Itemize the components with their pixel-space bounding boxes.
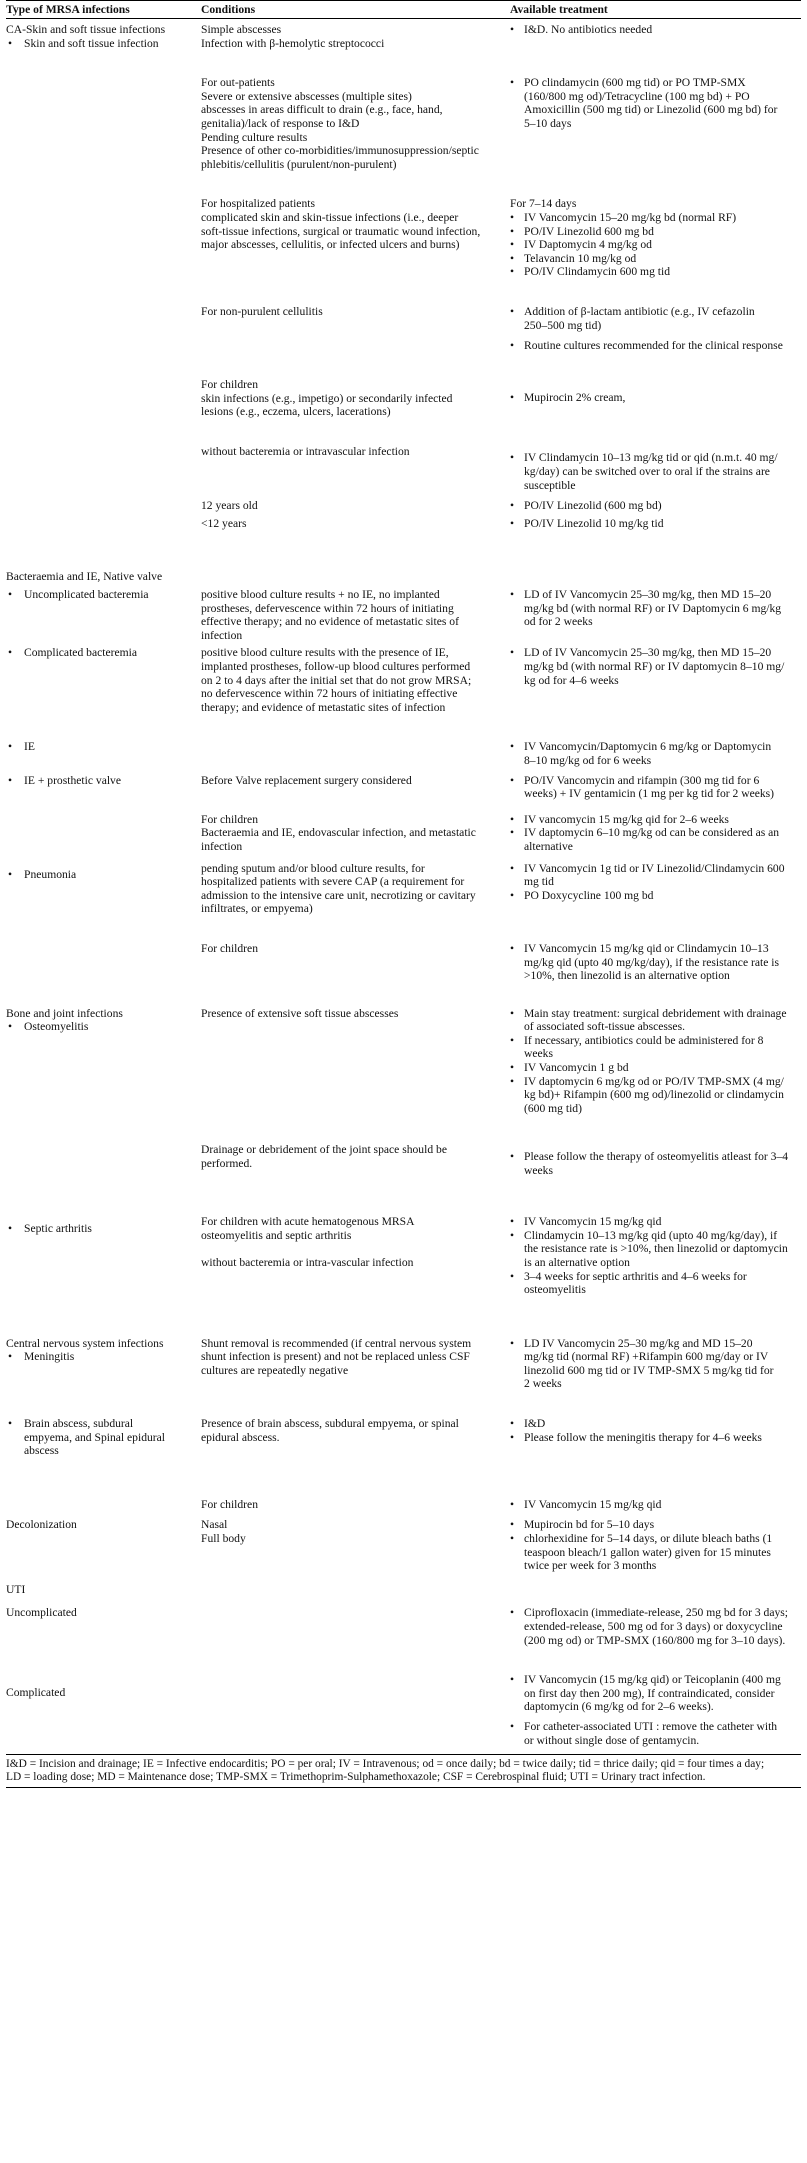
- treatment-cell: [510, 774, 801, 801]
- infection-type-cell: [6, 942, 201, 983]
- bullet-item: [6, 740, 195, 754]
- bullet-text: IV Vancomycin 1g tid or IV Linezolid/Clindamycin 600 mg tid: [524, 861, 785, 889]
- bullet-text: IV Vancomycin 15 mg/kg qid: [524, 1497, 662, 1511]
- bullet-item: [510, 1518, 801, 1532]
- cell-text: Complicated: [6, 1686, 66, 1700]
- conditions-cell: 12 years old: [201, 499, 258, 513]
- bullet-icon: •: [510, 1033, 515, 1047]
- bullet-text: Main stay treatment: surgical debridement with drainage of associated soft-tissue abscesses.: [524, 1006, 787, 1034]
- conditions-cell: [201, 740, 510, 767]
- table-row: [6, 513, 801, 531]
- bullet-icon: •: [510, 888, 515, 902]
- bullet-item: [510, 451, 801, 492]
- table-row: [6, 1647, 801, 1747]
- bullet-icon: •: [510, 224, 515, 238]
- bullet-text: IV daptomycin 6 mg/kg od or PO/IV TMP-SMX (4 mg/ kg bd)+ Rifampin (600 mg od)/linezolid or clindamycin (600 mg tid): [524, 1074, 784, 1115]
- infection-type-cell: [6, 1518, 201, 1532]
- infection-type-cell: [6, 1215, 201, 1297]
- bullet-text: PO/IV Clindamycin 600 mg tid: [524, 265, 670, 279]
- treatment-cell: [510, 1007, 801, 1116]
- conditions-cell: For children Bacteraemia and IE, endovascular infection, and metastatic infection: [201, 812, 476, 853]
- conditions-cell: Nasal: [201, 1518, 228, 1532]
- bullet-item: [510, 339, 801, 353]
- infection-type-cell: [6, 774, 201, 801]
- bullet-text: LD of IV Vancomycin 25–30 mg/kg, then MD 15–20 mg/kg bd (with normal RF) or IV Daptomycin 6 mg/kg od for 2 weeks: [524, 588, 782, 629]
- bullet-icon: •: [510, 812, 515, 826]
- conditions-cell: Presence of extensive soft tissue abscesses: [201, 1006, 399, 1020]
- treatment-cell: [510, 1606, 801, 1647]
- bullet-text: IV daptomycin 6–10 mg/kg od can be considered as an alternative: [524, 826, 780, 853]
- bullet-item: [510, 1606, 801, 1647]
- bullet-icon: •: [510, 1673, 515, 1687]
- spacer: [6, 1673, 195, 1686]
- conditions-cell: [201, 1673, 510, 1747]
- bullet-item: [6, 588, 195, 602]
- conditions-cell: Full body: [201, 1532, 246, 1546]
- bullet-text: Mupirocin bd for 5–10 days: [524, 1518, 655, 1532]
- bullet-icon: •: [510, 1430, 515, 1444]
- bullet-text: I&D: [524, 1417, 546, 1431]
- bullet-item: [6, 1222, 195, 1236]
- conditions-cell: Drainage or debridement of the joint space should be performed.: [201, 1143, 447, 1171]
- bullet-text: For catheter-associated UTI : remove the catheter with or without single dose of gentamycin.: [524, 1720, 778, 1748]
- bullet-item: [6, 1350, 195, 1364]
- bullet-text: PO/IV Vancomycin and rifampin (300 mg tid for 6 weeks) + IV gentamicin (1 mg per kg tid for 2 weeks): [524, 773, 775, 801]
- bullet-icon: •: [510, 1336, 515, 1350]
- treatment-cell: [510, 305, 801, 352]
- table-row: [6, 1297, 801, 1391]
- table-row: [6, 279, 801, 352]
- infection-type-cell: [6, 570, 201, 584]
- bullet-text: Osteomyelitis: [24, 1020, 89, 1034]
- bullet-icon: •: [8, 1020, 13, 1034]
- treatment-cell: [510, 76, 801, 171]
- bullet-icon: •: [510, 23, 515, 36]
- conditions-cell: For children: [201, 941, 258, 955]
- conditions-cell: positive blood culture results + no IE, no implanted prostheses, defervescence within 72 hours of initiating effective therapy; and no evidence of metastatic sites of infection: [201, 588, 459, 642]
- bullet-item: [510, 252, 801, 266]
- conditions-cell: Shunt removal is recommended (if central nervous system shunt infection is present) and not be replaced unless CSF cultures are repeatedly negative: [201, 1336, 472, 1377]
- bullet-icon: •: [510, 1215, 515, 1229]
- bullet-text: IV Clindamycin 10–13 mg/kg tid or qid (n.m.t. 40 mg/ kg/day) can be switched over to oral if the strains are susceptible: [524, 451, 778, 492]
- bullet-item: [510, 1498, 801, 1512]
- table-row: [6, 768, 801, 801]
- footer-rule: [6, 1787, 801, 1788]
- table-row: [6, 1511, 801, 1532]
- bullet-item: [510, 305, 801, 332]
- bullet-text: If necessary, antibiotics could be administered for 8 weeks: [524, 1033, 764, 1061]
- bullet-text: IV Vancomycin 1 g bd: [524, 1061, 629, 1075]
- conditions-cell: For children skin infections (e.g., impetigo) or secondarily infected lesions (e.g., eczema, ulcers, lacerations): [201, 378, 453, 419]
- table-row: [6, 1458, 801, 1512]
- treatment-cell: [510, 862, 801, 916]
- bullet-text: IE: [24, 740, 35, 754]
- cell-text: Central nervous system infections: [6, 1336, 164, 1350]
- infection-type-cell: [6, 813, 201, 854]
- bullet-text: Uncomplicated bacteremia: [24, 588, 149, 602]
- bullet-item: [510, 1229, 801, 1270]
- bullet-item: [510, 774, 801, 801]
- bullet-icon: •: [510, 210, 515, 224]
- spacer: [510, 378, 801, 391]
- infection-type-cell: [6, 1583, 201, 1597]
- cell-text: Bacteraemia and IE, Native valve: [6, 570, 163, 584]
- table-row: [6, 983, 801, 1116]
- treatment-cell: [510, 1518, 801, 1532]
- infection-type-cell: [6, 1498, 201, 1512]
- conditions-cell: For non-purulent cellulitis: [201, 304, 323, 318]
- bullet-text: IV Vancomycin 15 mg/kg qid or Clindamycin 10–13 mg/kg qid (upto 40 mg/kg/day), if the resistance rate is >10%, then linezolid is an alternative option: [524, 941, 780, 983]
- table-row: [6, 916, 801, 983]
- bullet-text: Septic arthritis: [24, 1221, 92, 1235]
- bullet-icon: •: [510, 1518, 515, 1532]
- treatment-cell: [510, 740, 801, 767]
- treatment-cell: [510, 23, 801, 50]
- infection-type-cell: [6, 1532, 201, 1573]
- bullet-text: Brain abscess, subdural empyema, and Spinal epidural abscess: [24, 1417, 166, 1458]
- bullet-item: [510, 211, 801, 225]
- table-row: [6, 419, 801, 492]
- table-row: [6, 352, 801, 419]
- table-row: [6, 1391, 801, 1458]
- bullet-text: IV Vancomycin/Daptomycin 6 mg/kg or Daptomycin 8–10 mg/kg od for 6 weeks: [524, 740, 772, 767]
- bullet-text: Clindamycin 10–13 mg/kg qid (upto 40 mg/kg/day), if the resistance rate is >10%, then linezolid or daptomycin is an alternative option: [524, 1228, 788, 1269]
- treatment-cell: [510, 1215, 801, 1297]
- cell-text: CA-Skin and soft tissue infections: [6, 23, 166, 36]
- bullet-text: Ciprofloxacin (immediate-release, 250 mg bd for 3 days; extended-release, 500 mg od for 3 days) or doxycycline (200 mg od) or TMP-SMX (160/800 mg for 3–10 days).: [524, 1606, 789, 1647]
- bullet-text: LD IV Vancomycin 25–30 mg/kg and MD 15–20 mg/kg tid (normal RF) +Rifampin 600 mg/day or IV linezolid 600 mg tid or IV TMP-SMX 5 mg/kg tid for 2 weeks: [524, 1336, 774, 1391]
- bullet-item: [510, 1007, 801, 1034]
- table-row: [6, 1532, 801, 1573]
- cell-text: For 7–14 days: [510, 197, 577, 211]
- conditions-cell: Presence of brain abscess, subdural empyema, or spinal epidural abscess.: [201, 1417, 459, 1444]
- conditions-cell: For out-patients Severe or extensive abscesses (multiple sites) abscesses in areas difficult to drain (e.g., face, hand, genitalia)/lack of response to I&D Pending culture results Presence of other co-morbidities/immunosuppression/septic phlebitis/cellulitis (purulent/non-purulent): [201, 76, 479, 171]
- abbreviations-footnote: I&D = Incision and drainage; IE = Infective endocarditis; PO = per oral; IV = Intravenous; od = once daily; bd = twice daily; tid = thrice daily; qid = four times a day; LD = loading dose; MD = Maintenance dose; TMP-SMX = Trimethoprim-Sulphamethoxazole; CSF = Cerebrospinal fluid; UTI = Urinary tract infection.: [6, 1757, 765, 1784]
- bullet-text: 3–4 weeks for septic arthritis and 4–6 weeks for osteomyelitis: [524, 1269, 747, 1297]
- bullet-icon: •: [510, 1497, 515, 1511]
- table-row: [6, 19, 801, 50]
- bullet-text: Addition of β-lactam antibiotic (e.g., IV cefazolin 250–500 mg tid): [524, 304, 755, 332]
- treatment-cell: [510, 517, 801, 531]
- bullet-item: [510, 1431, 801, 1445]
- bullet-item: [510, 1720, 801, 1747]
- bullet-icon: •: [510, 826, 515, 840]
- bullet-text: Skin and soft tissue infection: [24, 36, 159, 50]
- treatment-cell: [510, 499, 801, 513]
- bullet-item: [510, 517, 801, 531]
- treatment-cell: [510, 1498, 801, 1512]
- conditions-cell: For hospitalized patients complicated skin and skin-tissue infections (i.e., deeper soft-tissue infections, surgical or traumatic wound infection, major abscesses, cellulitis, or infected ulcers and burns): [201, 197, 481, 252]
- infection-type-cell: [6, 445, 201, 492]
- infection-type-cell: [6, 1673, 201, 1747]
- treatment-cell: [510, 378, 801, 419]
- bullet-text: IV Vancomycin 15 mg/kg qid: [524, 1215, 662, 1229]
- table-row: [6, 1115, 801, 1177]
- bullet-item: [510, 499, 801, 513]
- infection-type-cell: [6, 23, 201, 50]
- bullet-item: [6, 868, 195, 882]
- bullet-text: IV Vancomycin (15 mg/kg qid) or Teicoplanin (400 mg on first day then 200 mg), If contraindicated, consider daptomycin (6 mg/kg od for 2–6 weeks).: [524, 1673, 781, 1714]
- bullet-icon: •: [8, 1417, 13, 1431]
- bullet-icon: •: [510, 588, 515, 602]
- bullet-item: [6, 1417, 195, 1458]
- bullet-text: Routine cultures recommended for the clinical response: [524, 338, 783, 352]
- cell-text: UTI: [6, 1582, 26, 1596]
- table-row: [6, 801, 801, 854]
- infection-type-cell: [6, 499, 201, 513]
- bullet-item: [510, 76, 801, 130]
- bullet-icon: •: [510, 1074, 515, 1088]
- bullet-icon: •: [510, 861, 515, 875]
- bullet-text: PO clindamycin (600 mg tid) or PO TMP-SMX (160/800 mg od)/Tetracycline (100 mg bd) + PO Amoxicillin (500 mg tid) or Linezolid (600 mg bd) for 5–10 days: [524, 76, 778, 130]
- treatment-cell: [510, 1337, 801, 1391]
- bullet-item: [510, 23, 801, 37]
- infection-type-cell: [6, 646, 201, 714]
- bullet-item: [510, 942, 801, 983]
- bullet-text: IV Daptomycin 4 mg/kg od: [524, 238, 652, 252]
- table-row: [6, 1596, 801, 1647]
- bullet-text: Meningitis: [24, 1350, 75, 1364]
- infection-type-cell: [6, 305, 201, 352]
- bullet-item: [510, 740, 801, 767]
- table-row: [6, 854, 801, 916]
- cell-text: Decolonization: [6, 1518, 77, 1532]
- bullet-text: LD of IV Vancomycin 25–30 mg/kg, then MD 15–20 mg/kg bd (with normal RF) or IV daptomycin 8–10 mg/ kg od for 4–6 weeks: [524, 646, 785, 687]
- bullet-item: [510, 1215, 801, 1229]
- infection-type-cell: [6, 378, 201, 419]
- bullet-icon: •: [510, 1720, 515, 1734]
- conditions-cell: [201, 1606, 510, 1647]
- bullet-text: PO/IV Linezolid 10 mg/kg tid: [524, 516, 664, 530]
- bullet-text: Pneumonia: [24, 868, 77, 882]
- bullet-text: I&D. No antibiotics needed: [524, 23, 653, 36]
- bullet-text: chlorhexidine for 5–14 days, or dilute bleach baths (1 teaspoon bleach/1 gallon water) given for 15 minutes twice per week for 3 months: [524, 1532, 773, 1573]
- infection-type-cell: [6, 197, 201, 279]
- bullet-icon: •: [8, 1350, 13, 1364]
- table-body: [6, 19, 801, 1748]
- bullet-item: [510, 826, 801, 853]
- bullet-text: Please follow the therapy of osteomyelitis atleast for 3–4 weeks: [524, 1149, 789, 1177]
- bullet-item: [510, 1061, 801, 1075]
- bullet-item: [510, 1150, 801, 1177]
- conditions-cell: without bacteremia or intravascular infection: [201, 444, 410, 458]
- bullet-icon: •: [510, 1417, 515, 1431]
- conditions-cell: Simple abscesses Infection with β-hemolytic streptococci: [201, 23, 385, 50]
- bullet-icon: •: [510, 251, 515, 265]
- treatment-cell: [510, 1143, 801, 1177]
- bullet-icon: •: [510, 740, 515, 754]
- bullet-text: Telavancin 10 mg/kg od: [524, 251, 637, 265]
- bullet-icon: •: [510, 304, 515, 318]
- conditions-cell: <12 years: [201, 516, 247, 530]
- bullet-item: [510, 889, 801, 903]
- bullet-item: [510, 1532, 801, 1573]
- table-row: [6, 171, 801, 279]
- bullet-icon: •: [510, 1228, 515, 1242]
- bullet-icon: •: [510, 1532, 515, 1546]
- conditions-cell: Before Valve replacement surgery considered: [201, 773, 412, 787]
- bullet-icon: •: [510, 941, 515, 955]
- bullet-item: [510, 225, 801, 239]
- bullet-text: IV vancomycin 15 mg/kg qid for 2–6 weeks: [524, 812, 729, 826]
- bullet-item: [510, 588, 801, 629]
- bullet-icon: •: [510, 1606, 515, 1620]
- bullet-icon: •: [510, 451, 515, 465]
- bullet-icon: •: [510, 646, 515, 660]
- bullet-icon: •: [510, 499, 515, 513]
- table-row: [6, 1177, 801, 1297]
- bullet-text: Complicated bacteremia: [24, 646, 137, 660]
- bullet-icon: •: [510, 773, 515, 787]
- cell-text: Uncomplicated: [6, 1606, 77, 1620]
- conditions-cell: [201, 1583, 510, 1597]
- bullet-item: [510, 1034, 801, 1061]
- bullet-icon: •: [510, 1149, 515, 1163]
- treatment-cell: [510, 1417, 801, 1458]
- bullet-icon: •: [8, 773, 13, 787]
- bullet-icon: •: [510, 76, 515, 90]
- bullet-icon: •: [510, 391, 515, 405]
- bullet-text: IE + prosthetic valve: [24, 773, 122, 787]
- header-col-conditions: Conditions: [201, 2, 256, 16]
- bullet-item: [510, 1270, 801, 1297]
- bullet-item: [510, 1337, 801, 1391]
- bullet-item: [510, 1075, 801, 1116]
- infection-type-cell: [6, 1337, 201, 1391]
- bullet-item: [6, 646, 195, 660]
- bullet-item: [510, 1673, 801, 1714]
- infection-type-cell: [6, 1417, 201, 1458]
- cell-text: Bone and joint infections: [6, 1006, 123, 1020]
- header-col-type: Type of MRSA infections: [6, 2, 130, 16]
- bullet-icon: •: [510, 338, 515, 352]
- infection-type-cell: [6, 517, 201, 531]
- treatment-cell: [510, 813, 801, 854]
- bullet-icon: •: [510, 238, 515, 252]
- table-row: [6, 530, 801, 584]
- bullet-icon: •: [8, 1221, 13, 1235]
- infection-type-cell: [6, 862, 201, 916]
- bullet-text: PO Doxycycline 100 mg bd: [524, 888, 654, 902]
- conditions-cell: positive blood culture results with the presence of IE, implanted prostheses, follow-up blood cultures performed on 2 to 4 days after the initial set that do not grow MRSA; no defervescence within 72 hours of initiating effective therapy; and evidence of metastatic sites of infection: [201, 646, 472, 714]
- bullet-item: [6, 37, 195, 51]
- bullet-item: [510, 862, 801, 889]
- bullet-icon: •: [510, 516, 515, 530]
- infection-type-cell: [6, 76, 201, 171]
- table-row: [6, 584, 801, 642]
- infection-type-cell: [6, 740, 201, 767]
- bullet-icon: •: [510, 1006, 515, 1020]
- bullet-text: PO/IV Linezolid (600 mg bd): [524, 499, 662, 513]
- bullet-icon: •: [8, 740, 13, 754]
- bullet-icon: •: [8, 868, 13, 882]
- treatment-cell: [510, 1673, 801, 1747]
- bullet-text: PO/IV Linezolid 600 mg bd: [524, 224, 654, 238]
- table-row: [6, 642, 801, 714]
- bullet-item: [510, 238, 801, 252]
- infection-type-cell: [6, 1143, 201, 1177]
- infection-type-cell: [6, 588, 201, 642]
- conditions-cell: pending sputum and/or blood culture results, for hospitalized patients with severe CAP (a requirement for admission to the intensive care unit, necrotizing or cavitary infiltrates, or empyema): [201, 861, 476, 916]
- bullet-text: Please follow the meningitis therapy for 4–6 weeks: [524, 1430, 762, 1444]
- table-row: [6, 1573, 801, 1597]
- bullet-item: [510, 813, 801, 827]
- bullet-icon: •: [510, 1061, 515, 1075]
- conditions-cell: [201, 570, 510, 584]
- bullet-text: IV Vancomycin 15–20 mg/kg bd (normal RF): [524, 210, 737, 224]
- conditions-cell: For children: [201, 1497, 258, 1511]
- bullet-icon: •: [8, 36, 13, 50]
- treatment-cell: [510, 1583, 801, 1597]
- treatment-cell: [510, 942, 801, 983]
- conditions-cell: For children with acute hematogenous MRSA osteomyelitis and septic arthritis without bacteremia or intra-vascular infection: [201, 1215, 415, 1269]
- treatment-cell: [510, 1532, 801, 1573]
- table-header: [6, 1, 801, 18]
- header-col-treatment: Available treatment: [510, 2, 608, 16]
- bullet-item: [510, 646, 801, 687]
- bullet-icon: •: [8, 588, 13, 602]
- treatment-cell: [510, 570, 801, 584]
- bullet-item: [6, 1020, 195, 1034]
- table-row: [6, 50, 801, 171]
- bullet-item: [510, 1417, 801, 1431]
- treatment-cell: [510, 646, 801, 714]
- bullet-icon: •: [510, 265, 515, 279]
- treatment-cell: [510, 588, 801, 642]
- bullet-item: [6, 774, 195, 788]
- table-row: [6, 492, 801, 513]
- table-row: [6, 714, 801, 767]
- infection-type-cell: [6, 1606, 201, 1647]
- bullet-item: [510, 265, 801, 279]
- infection-type-cell: [6, 1007, 201, 1116]
- treatment-cell: [510, 445, 801, 492]
- bullet-text: Mupirocin 2% cream,: [524, 391, 626, 405]
- bullet-icon: •: [510, 1269, 515, 1283]
- bullet-item: [510, 391, 801, 405]
- bullet-icon: •: [8, 646, 13, 660]
- treatment-cell: [510, 197, 801, 279]
